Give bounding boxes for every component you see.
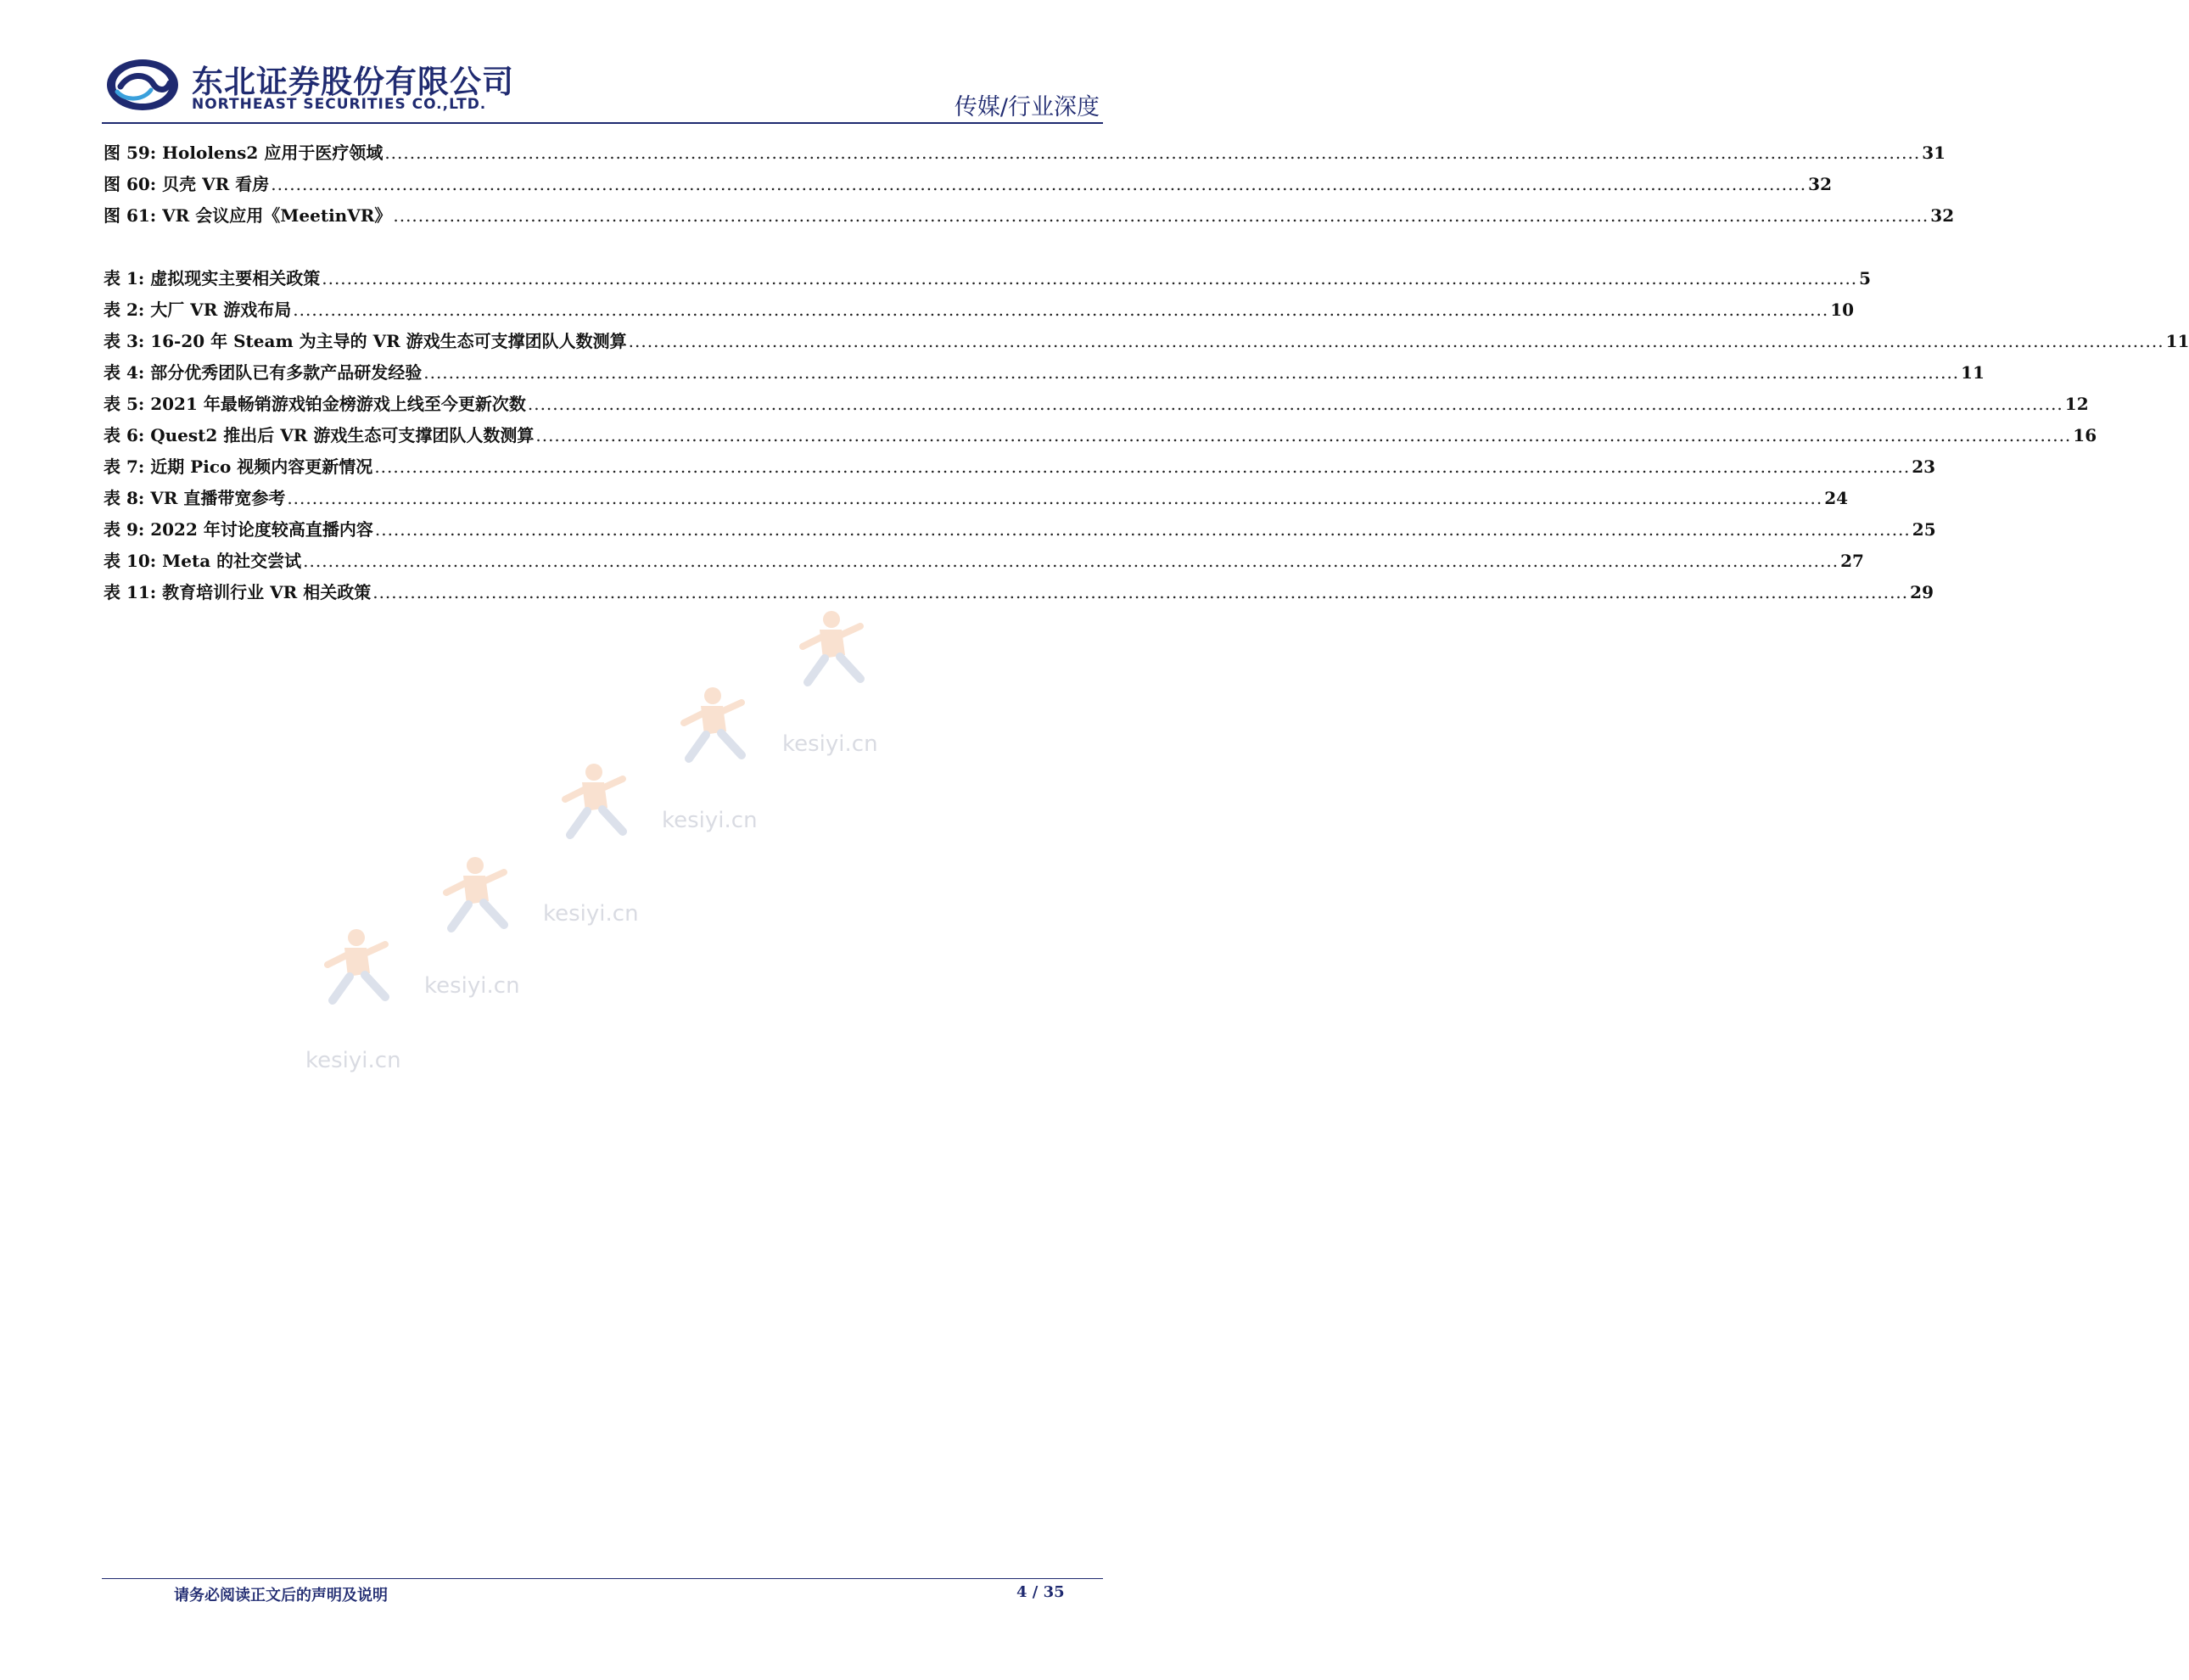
toc-label: 图 61: VR 会议应用《MeetinVR》 [104, 205, 392, 226]
toc-label: 表 3: 16-20 年 Steam 为主导的 VR 游戏生态可支撑团队人数测算 [104, 331, 627, 351]
leader-dots: ...................................................................................................................................................................................................................................................... [322, 268, 1858, 288]
leader-dots: ...................................................................................................................................................................................................................................................... [527, 394, 2063, 414]
toc-row[interactable] [104, 139, 1946, 171]
toc-page-number: 10 [1830, 300, 1855, 320]
running-person-icon [446, 857, 504, 928]
leader-dots: ...................................................................................................................................................................................................................................................... [287, 488, 1823, 508]
footer-divider [102, 1578, 1103, 1579]
toc-page-number: 29 [1910, 582, 1934, 602]
toc-row[interactable] [104, 328, 2189, 359]
running-person-icon [328, 929, 385, 1000]
toc-page-number: 11 [2165, 331, 2189, 351]
watermark-text: kesiyi.cn [424, 973, 520, 999]
disclaimer-note: 请务必阅读正文后的声明及说明 [174, 1587, 388, 1604]
table-list [104, 265, 2189, 610]
running-person-icon [684, 687, 742, 759]
toc-label: 表 6: Quest2 推出后 VR 游戏生态可支撑团队人数测算 [104, 425, 535, 445]
toc-row[interactable] [104, 484, 1849, 516]
leader-dots: ...................................................................................................................................................................................................................................................... [293, 300, 1829, 320]
leader-dots: ...................................................................................................................................................................................................................................................... [271, 174, 1807, 194]
page-indicator: 4 / 35 [1016, 1583, 1065, 1601]
toc-row[interactable] [104, 171, 1832, 202]
watermark-text: kesiyi.cn [662, 808, 758, 833]
toc-page-number: 11 [1961, 362, 1985, 383]
leader-dots: ...................................................................................................................................................................................................................................................... [374, 519, 1911, 540]
toc-label: 表 4: 部分优秀团队已有多款产品研发经验 [104, 362, 423, 383]
leader-dots: ...................................................................................................................................................................................................................................................... [303, 551, 1839, 571]
toc-page-number: 12 [2064, 394, 2089, 414]
leader-dots: ...................................................................................................................................................................................................................................................... [374, 456, 1911, 477]
watermark-text: kesiyi.cn [305, 1048, 401, 1073]
header-divider [102, 122, 1103, 124]
toc-page-number: 31 [1922, 143, 1946, 163]
toc-page-number: 27 [1840, 551, 1864, 571]
toc-row[interactable] [104, 202, 1955, 233]
section-label: 传媒/行业深度 [954, 94, 1100, 120]
toc-row[interactable] [104, 422, 2097, 453]
toc-label: 表 1: 虚拟现实主要相关政策 [104, 268, 321, 288]
toc-page-number: 32 [1808, 174, 1832, 194]
toc-label: 图 60: 贝壳 VR 看房 [104, 174, 270, 194]
toc-label: 表 8: VR 直播带宽参考 [104, 488, 286, 508]
toc-label: 表 9: 2022 年讨论度较高直播内容 [104, 519, 373, 540]
brand-name-en: NORTHEAST SECURITIES CO.,LTD. [192, 96, 487, 113]
brand-name-cn: 东北证券股份有限公司 [192, 64, 514, 100]
toc-page-number: 23 [1912, 456, 1936, 477]
toc-label: 表 2: 大厂 VR 游戏布局 [104, 300, 292, 320]
leader-dots: ...................................................................................................................................................................................................................................................... [372, 582, 1909, 602]
leader-dots: ...................................................................................................................................................................................................................................................... [384, 143, 1921, 163]
running-person-icon [803, 611, 860, 682]
toc-page-number: 5 [1859, 268, 1872, 288]
northeast-securities-logo-icon [105, 58, 180, 112]
toc-row[interactable] [104, 265, 1872, 296]
leader-dots: ...................................................................................................................................................................................................................................................... [628, 331, 2164, 351]
watermark-text: kesiyi.cn [782, 731, 878, 757]
leader-dots: ...................................................................................................................................................................................................................................................... [393, 205, 1929, 226]
toc-row[interactable] [104, 453, 1936, 484]
toc-row[interactable] [104, 579, 1934, 610]
toc-row[interactable] [104, 516, 1936, 547]
running-person-icon [565, 764, 623, 835]
toc-page-number: 16 [2073, 425, 2097, 445]
toc-page-number: 24 [1824, 488, 1849, 508]
toc-page-number: 32 [1930, 205, 1955, 226]
toc-row[interactable] [104, 390, 2089, 422]
watermark-text: kesiyi.cn [543, 901, 639, 927]
toc-label: 图 59: Hololens2 应用于医疗领域 [104, 143, 383, 163]
toc-label: 表 5: 2021 年最畅销游戏铂金榜游戏上线至今更新次数 [104, 394, 526, 414]
toc-label: 表 11: 教育培训行业 VR 相关政策 [104, 582, 372, 602]
figure-list [104, 139, 1955, 233]
toc-row[interactable] [104, 296, 1855, 328]
toc-page-number: 25 [1912, 519, 1936, 540]
leader-dots: ...................................................................................................................................................................................................................................................... [423, 362, 1960, 383]
toc-label: 表 7: 近期 Pico 视频内容更新情况 [104, 456, 373, 477]
toc-row[interactable] [104, 359, 1985, 390]
leader-dots: ...................................................................................................................................................................................................................................................... [535, 425, 2072, 445]
toc-label: 表 10: Meta 的社交尝试 [104, 551, 302, 571]
toc-row[interactable] [104, 547, 1864, 579]
page-header [0, 0, 1188, 127]
